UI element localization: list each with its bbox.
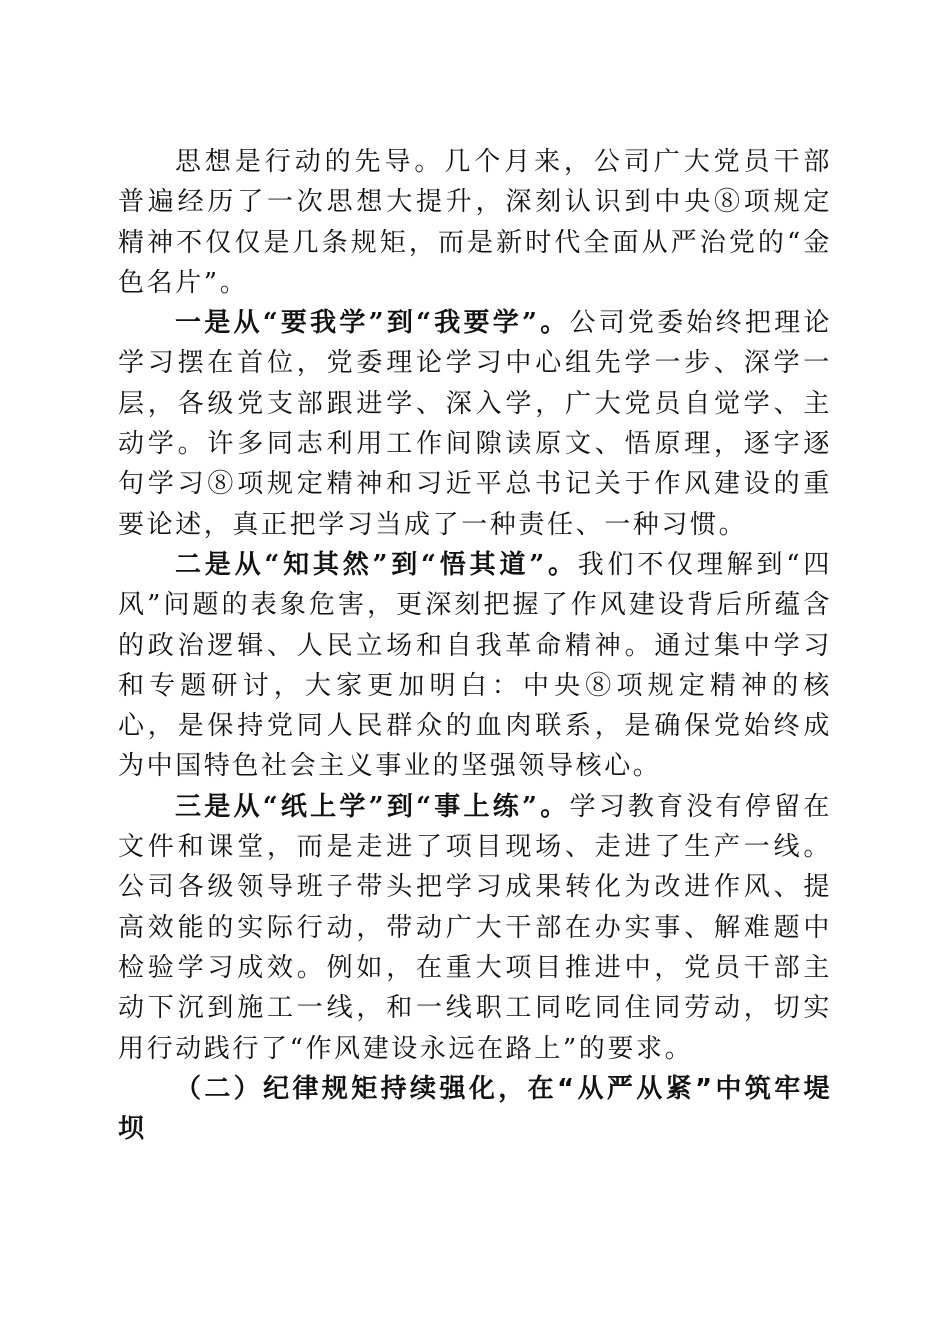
paragraph-point-two xyxy=(118,545,832,787)
paragraph-text: 学习教育没有停留在文件和课堂，而是走进了项目现场、走进了生产一线。公司各级领导班子带头把学习成果转化为改进作风、提高效能的实际行动，带动广大干部在办实事、解难题中检验学习成效。例如，在重大项目推进中，党员干部主动下沉到施工一线，和一线职工同吃同住同劳动，切实用行动践行了“作风建设永远在路上”的要求。 xyxy=(118,791,832,1064)
paragraph-point-three xyxy=(118,787,832,1069)
section-heading: （二）纪律规矩持续强化，在“从严从紧”中筑牢堤坝 xyxy=(118,1073,832,1145)
paragraph-lead: 三是从“纸上学”到“事上练”。 xyxy=(175,791,570,822)
paragraph-text: 思想是行动的先导。几个月来，公司广大党员干部普遍经历了一次思想大提升，深刻认识到中央⑧项规定精神不仅仅是几条规矩，而是新时代全面从严治党的“金色名片”。 xyxy=(118,147,832,298)
paragraph-text: 公司党委始终把理论学习摆在首位，党委理论学习中心组先学一步、深学一层，各级党支部跟进学、深入学，广大党员自觉学、主动学。许多同志利用工作间隙读原文、悟原理，逐字逐句学习⑧项规定精神和习近平总书记关于作风建设的重要论述，真正把学习当成了一种责任、一种习惯。 xyxy=(118,308,832,540)
document-body xyxy=(118,142,832,1149)
paragraph-text: 我们不仅理解到“四风”问题的表象危害，更深刻把握了作风建设背后所蕴含的政治逻辑、人民立场和自我革命精神。通过集中学习和专题研讨，大家更加明白：中央⑧项规定精神的核心，是保持党同人民群众的血肉联系，是确保党始终成为中国特色社会主义事业的坚强领导核心。 xyxy=(118,549,832,782)
paragraph-lead: 二是从“知其然”到“悟其道”。 xyxy=(175,549,578,580)
paragraph-lead: 一是从“要我学”到“我要学”。 xyxy=(175,308,570,339)
paragraph-point-one xyxy=(118,303,832,545)
paragraph-intro xyxy=(118,142,832,303)
